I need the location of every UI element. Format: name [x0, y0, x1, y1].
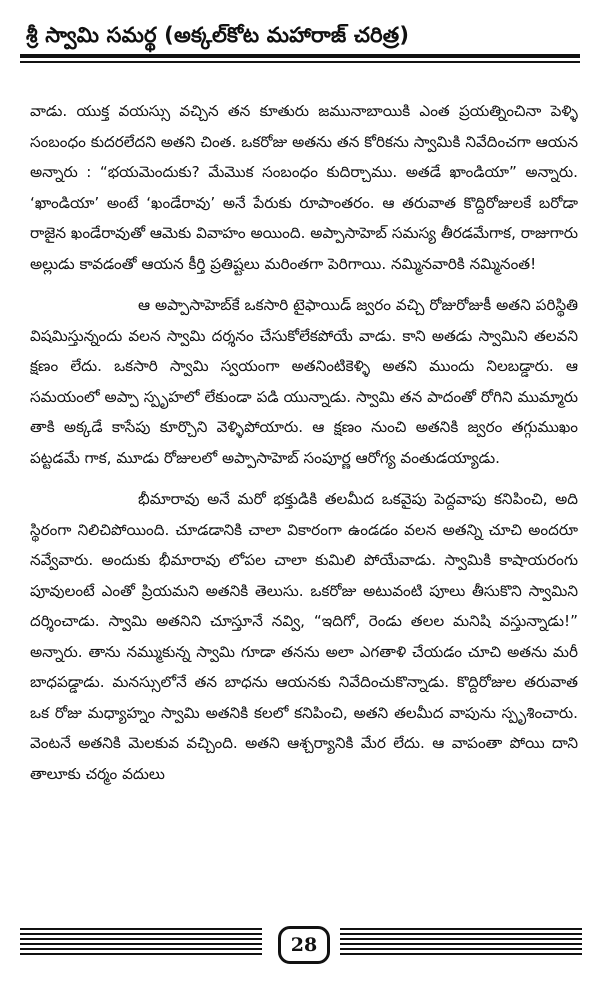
paragraph-2: ఆ అప్పాసాహెబ్‌కే ఒకసారి టైఫాయిడ్ జ్వరం వచ్చి రోజురోజుకీ అతని పరిస్థితి విషమిస్తున్నందు వలన స్వామి దర్శనం చేసుకోలేకపోయే వాడు. కాని అతడు స్వామిని తలవని క్షణం లేదు. ఒకసారి స్వామి స్వయంగా అతనింటికెళ్ళి అతని ముందు నిలబడ్డారు. ఆ సమయంలో అప్పా స్పృహలో లేకుండా పడి యున్నాడు. స్వామి తన పాదంతో రోగిని ముమ్మారు తాకి అక్కడే కాసేపు కూర్చొని వెళ్ళిపోయారు. ఆ క్షణం నుంచి అతనికి జ్వరం తగ్గుముఖం పట్టడమే గాక, మూడు రోజులలో అప్పాసాహెబ్ సంపూర్ణ ఆరోగ్య వంతుడయ్యాడు.	[30, 296, 578, 467]
page-number-badge	[278, 926, 330, 964]
page-number: 28	[290, 934, 318, 956]
running-header	[20, 22, 580, 70]
body-text	[30, 96, 578, 789]
book-title: శ్రీ స్వామి సమర్థ (అక్కల్‌కోట మహారాజ్ చరిత్ర)	[26, 23, 410, 47]
footer-ornament-right	[340, 928, 582, 958]
header-rule-thick	[20, 54, 580, 58]
header-rule-thin	[20, 61, 580, 63]
footer-ornament-left	[20, 928, 262, 958]
page-footer	[20, 920, 582, 968]
paragraph-3: భీమారావు అనే మరో భక్తుడికి తలమీద ఒకవైపు పెద్దవాపు కనిపించి, అది స్థిరంగా నిలిచిపోయింది. చూడడానికి చాలా వికారంగా ఉండడం వలన అతన్ని చూచి అందరూ నవ్వేవారు. అందుకు భీమారావు లోపల చాలా కుమిలి పోయేవాడు. స్వామికి కాషాయరంగు పూవులంటే ఎంతో ప్రియమని అతనికి తెలుసు. ఒకరోజు అటువంటి పూలు తీసుకొని స్వామిని దర్శించాడు. స్వామి అతనిని చూస్తూనే నవ్వి, “ఇదిగో, రెండు తలల మనిషి వస్తున్నాడు!” అన్నారు. తాను నమ్ముకున్న స్వామి గూడా తనను అలా ఎగతాళి చేయడం చూచి అతను మరీ బాధపడ్డాడు. మనస్సులోనే తన బాధను ఆయనకు నివేదించుకొన్నాడు. కొద్దిరోజుల తరువాత ఒక రోజు మధ్యాహ్నం స్వామి అతనికి కలలో కనిపించి, అతని తలమీద వాపును స్పృశించారు. వెంటనే అతనికి మెలకువ వచ్చింది. అతని ఆశ్చర్యానికి మేర లేదు. ఆ వాపంతా పోయి దాని తాలూకు చర్మం వదులు	[30, 490, 578, 783]
paragraph-1: వాడు. యుక్త వయస్సు వచ్చిన తన కూతురు జమునాబాయికి ఎంత ప్రయత్నించినా పెళ్ళి సంబంధం కుదరలేదని అతని చింత. ఒకరోజు అతను తన కోరికను స్వామికి నివేదించగా ఆయన అన్నారు : “భయమెందుకు? మేమొక సంబంధం కుదిర్చాము. అతడే ఖాండియా” అన్నారు. ‘ఖాండియా’ అంటే ‘ఖండేరావు’ అనే పేరుకు రూపాంతరం. ఆ తరువాత కొద్దిరోజులకే బరోడా రాజైన ఖండేరావుతో ఆమెకు వివాహం అయింది. అప్పాసాహెబ్ సమస్య తీరడమేగాక, రాజుగారు అల్లుడు కావడంతో ఆయన కీర్తి ప్రతిష్టలు మరింతగా పెరిగాయి. నమ్మినవారికి నమ్మినంత!	[30, 102, 578, 273]
